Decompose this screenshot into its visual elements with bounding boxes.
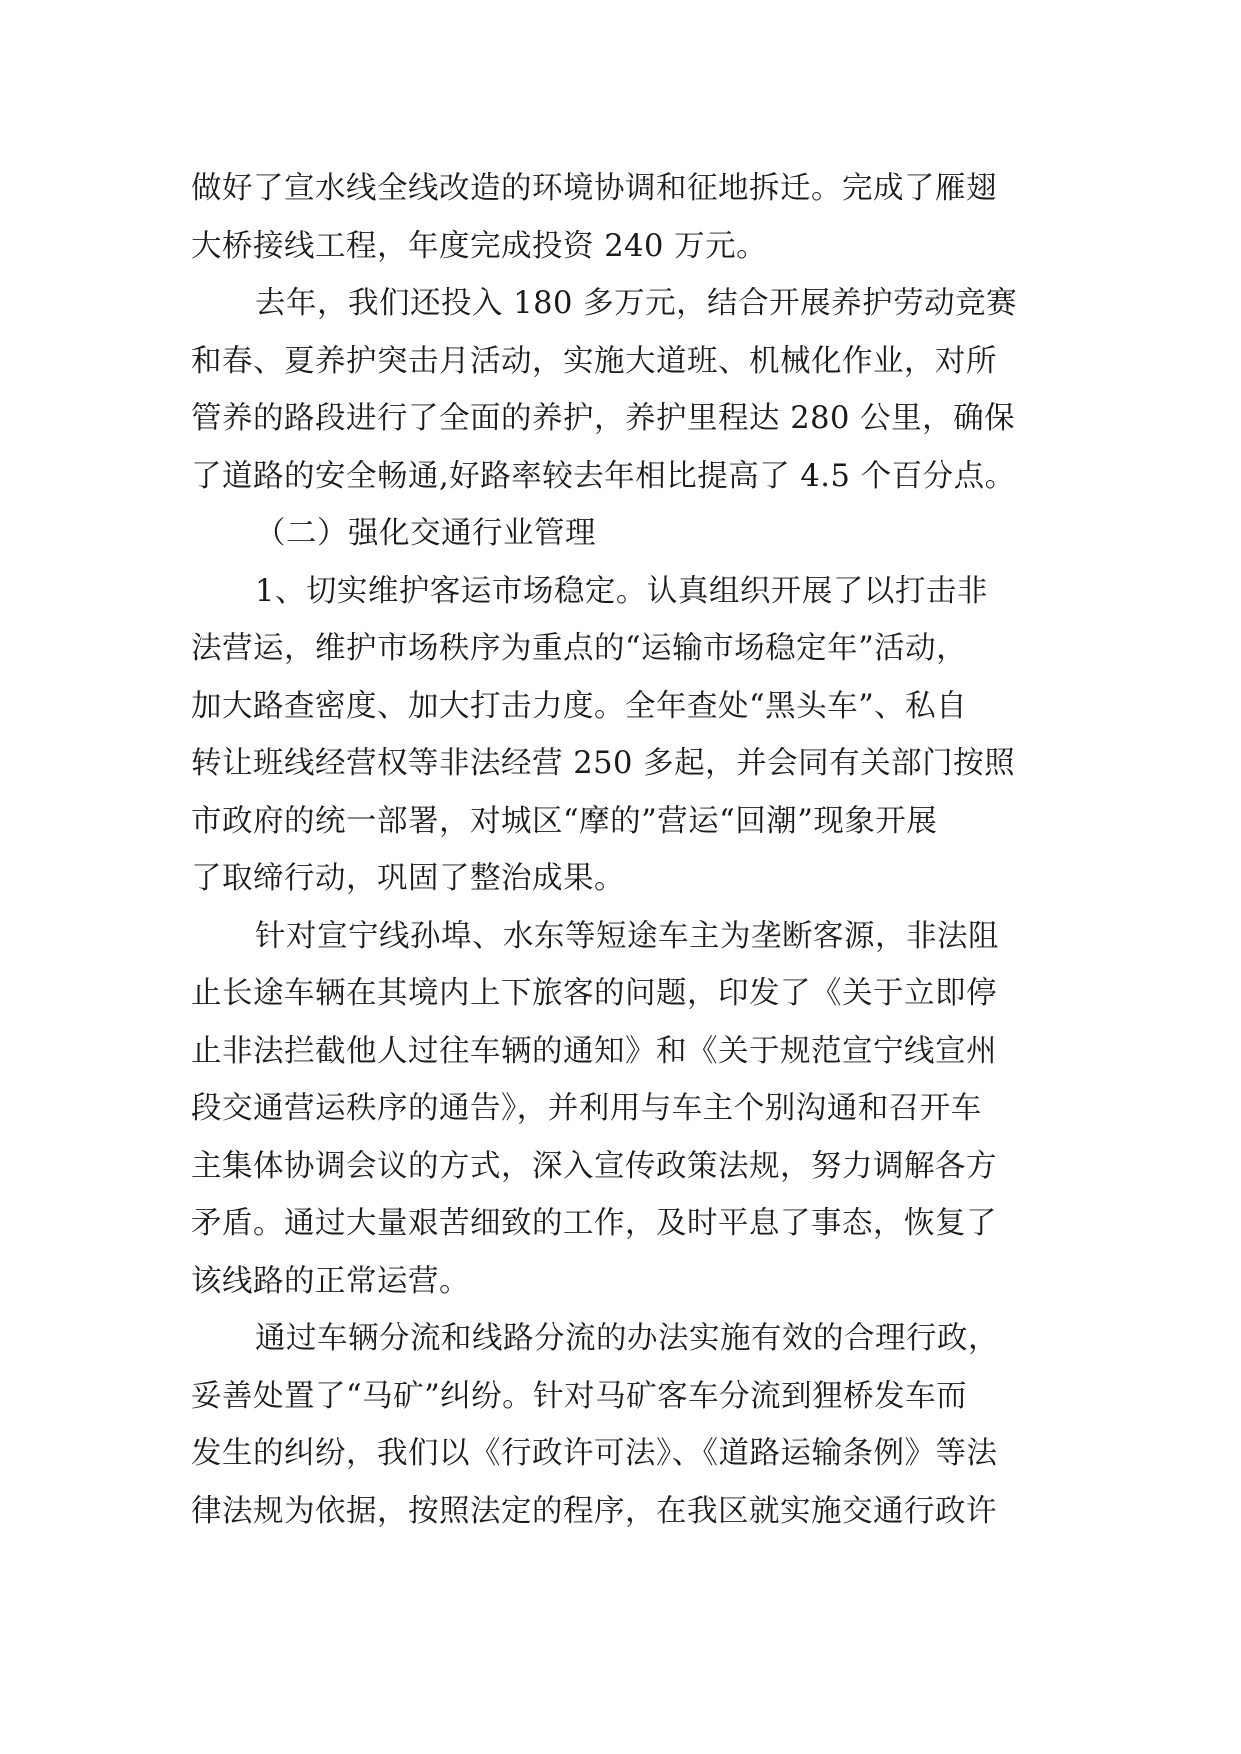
text-line: 止长途车辆在其境内上下旅客的问题，印发了《关于立即停 xyxy=(191,976,997,1011)
paragraph-first-line: 通过车辆分流和线路分流的办法实施有效的合理行政， xyxy=(255,1321,999,1356)
text-line: 大桥接线工程，年度完成投资 240 万元。 xyxy=(191,228,768,264)
text-line: 管养的路段进行了全面的养护，养护里程达 280 公里，确保 xyxy=(191,401,1016,436)
text-line: 妥善处置了“马矿”纠纷。针对马矿客车分流到狸桥发车而 xyxy=(191,1378,968,1414)
text-line: 转让班线经营权等非法经营 250 多起，并会同有关部门按照 xyxy=(191,746,1016,781)
text-line: 止非法拦截他人过往车辆的通知》和《关于规范宣宁线宣州 xyxy=(191,1033,997,1069)
text-line: 该线路的正常运营。 xyxy=(191,1263,470,1299)
text-line: 矛盾。通过大量艰苦细致的工作，及时平息了事态，恢复了 xyxy=(191,1206,997,1241)
document-body xyxy=(191,160,1051,1540)
text-line: 法营运，维护市场秩序为重点的“运输市场稳定年”活动， xyxy=(191,631,968,666)
text-line: 加大路查密度、加大打击力度。全年查处“黑头车”、私自 xyxy=(191,688,968,724)
text-line: 和春、夏养护突击月活动，实施大道班、机械化作业，对所 xyxy=(191,343,997,379)
text-line: 段交通营运秩序的通告》，并利用与车主个别沟通和召开车 xyxy=(191,1091,982,1126)
section-heading: （二）强化交通行业管理 xyxy=(255,516,596,551)
text-line: 律法规为依据，按照法定的程序，在我区就实施交通行政许 xyxy=(191,1493,997,1529)
text-line: 了取缔行动，巩固了整治成果。 xyxy=(191,861,625,896)
text-line: 发生的纠纷，我们以《行政许可法》、《道路运输条例》等法 xyxy=(191,1436,998,1471)
text-line: 做好了宣水线全线改造的环境协调和征地拆迁。完成了雁翅 xyxy=(191,171,997,206)
paragraph-first-line: 1、切实维护客运市场稳定。认真组织开展了以打击非 xyxy=(255,573,988,609)
text-line: 市政府的统一部署，对城区“摩的”营运“回潮”现象开展 xyxy=(191,803,938,839)
paragraph-first-line: 针对宣宁线孙埠、水东等短途车主为垄断客源，非法阻 xyxy=(255,918,999,954)
paragraph-first-line: 去年，我们还投入 180 多万元，结合开展养护劳动竞赛 xyxy=(255,286,1018,321)
text-line: 了道路的安全畅通,好路率较去年相比提高了 4.5 个百分点。 xyxy=(191,458,1016,494)
text-line: 主集体协调会议的方式，深入宣传政策法规，努力调解各方 xyxy=(191,1148,997,1184)
